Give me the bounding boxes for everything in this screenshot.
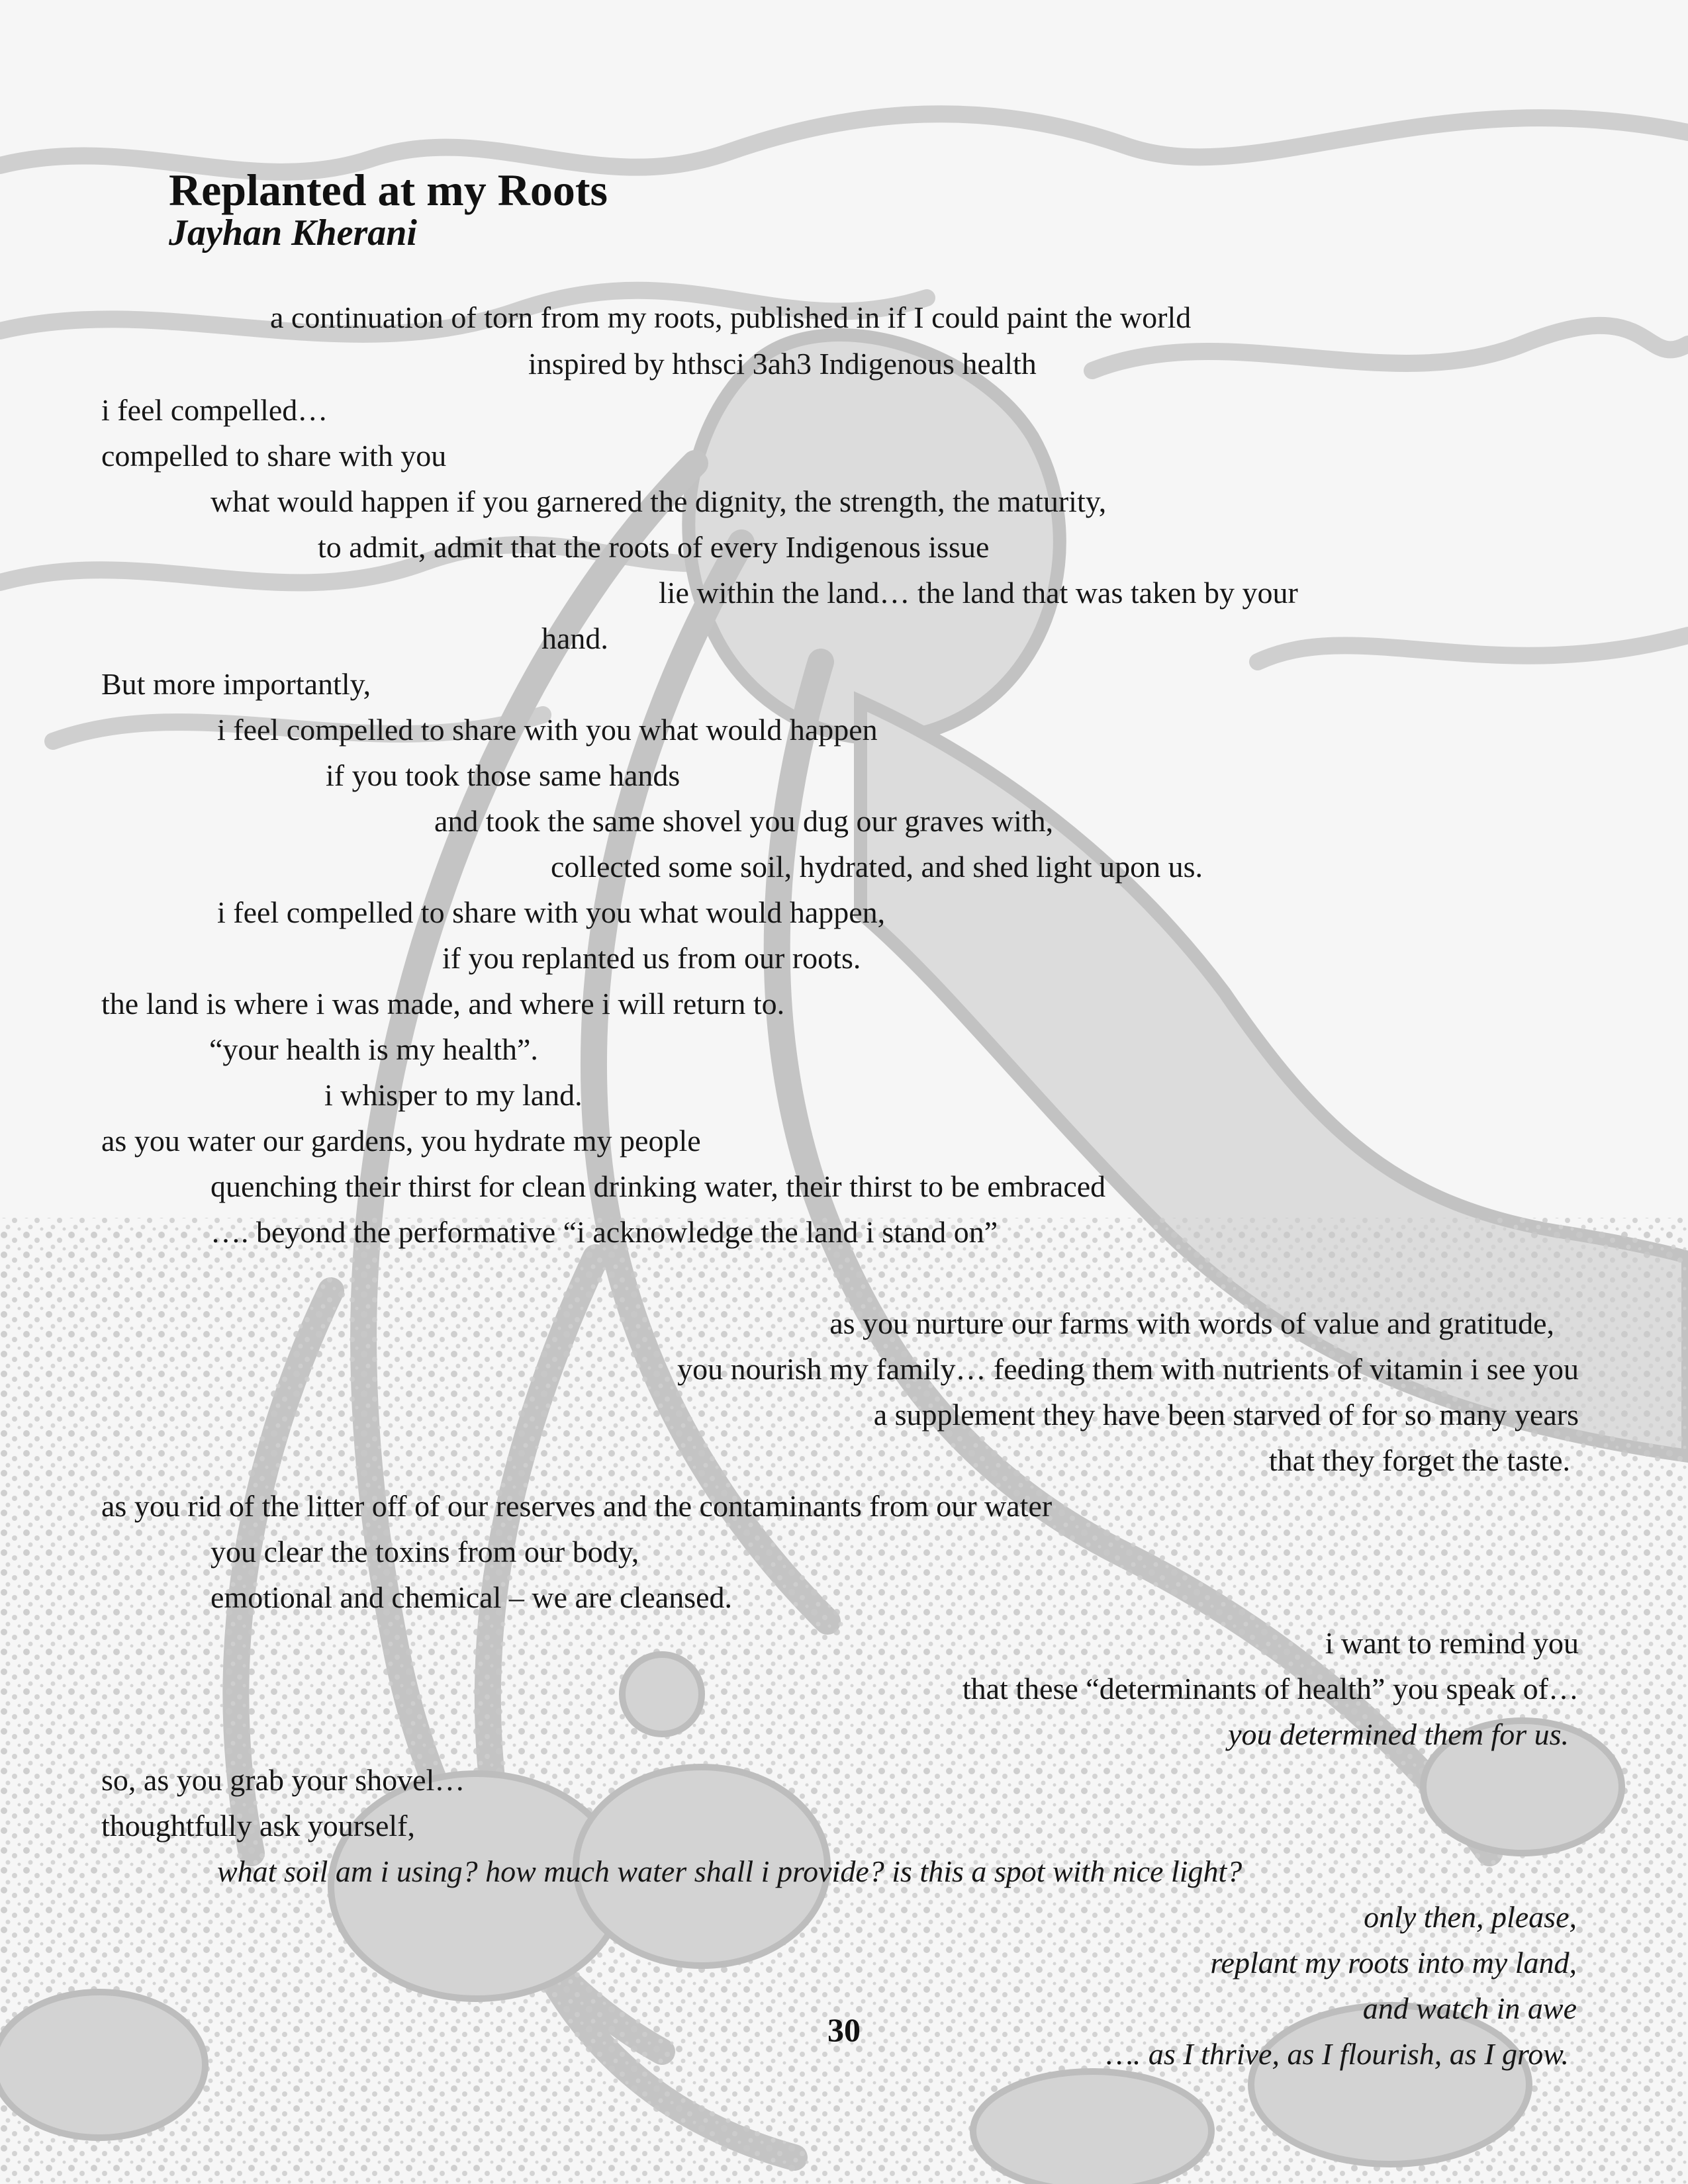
poem-line: a supplement they have been starved of for so many years [873, 1398, 1579, 1432]
poem-line: quenching their thirst for clean drinking water, their thirst to be embraced [211, 1169, 1106, 1203]
poem-line: as you water our gardens, you hydrate my people [101, 1124, 701, 1158]
poem-line: you nourish my family… feeding them with nutrients of vitamin i see you [677, 1352, 1579, 1386]
poem-line: “your health is my health”. [209, 1032, 538, 1066]
poem-line: only then, please, [1364, 1900, 1577, 1934]
poem-line: replant my roots into my land, [1210, 1946, 1577, 1979]
poem-line: so, as you grab your shovel… [101, 1763, 465, 1797]
poem-line: if you took those same hands [326, 758, 680, 792]
poem-line: i feel compelled to share with you what would happen, [217, 895, 886, 929]
poem-line: collected some soil, hydrated, and shed light upon us. [551, 850, 1203, 884]
page-number: 30 [827, 2011, 861, 2048]
poem-line: you determined them for us. [1228, 1717, 1569, 1751]
poem-line: as you nurture our farms with words of value and gratitude, [829, 1306, 1554, 1340]
poem-line: …. as I thrive, as I flourish, as I grow. [1106, 2037, 1569, 2071]
poem-line: as you rid of the litter off of our reserves and the contaminants from our water [101, 1489, 1053, 1523]
poem-line: the land is where i was made, and where i will return to. [101, 987, 785, 1021]
poem-line: hand. [541, 621, 608, 655]
poem-line: a continuation of torn from my roots, published in if I could paint the world [270, 300, 1192, 334]
poem-line: that these “determinants of health” you speak of… [962, 1672, 1579, 1706]
poem-line: thoughtfully ask yourself, [101, 1809, 415, 1843]
poem-line: and watch in awe [1362, 1991, 1577, 2025]
poem-line: you clear the toxins from our body, [211, 1535, 639, 1569]
poem-line: that they forget the taste. [1268, 1443, 1570, 1477]
poem-line: and took the same shovel you dug our graves with, [434, 804, 1054, 838]
poem-line: But more importantly, [101, 667, 371, 701]
poem-line: lie within the land… the land that was taken by your [659, 576, 1298, 610]
poem-line: emotional and chemical – we are cleansed. [211, 1580, 733, 1614]
poem-line: what soil am i using? how much water shall i provide? is this a spot with nice light? [217, 1854, 1243, 1888]
poem-line: i want to remind you [1325, 1626, 1579, 1660]
poem-line: what would happen if you garnered the dignity, the strength, the maturity, [211, 484, 1107, 518]
poem-line: to admit, admit that the roots of every Indigenous issue [318, 530, 990, 564]
poem-line: …. beyond the performative “i acknowledge the land i stand on” [211, 1215, 998, 1249]
poem-line: i feel compelled… [101, 393, 328, 427]
poem-line: i whisper to my land. [324, 1078, 583, 1112]
poem-line: if you replanted us from our roots. [442, 941, 861, 975]
poem-line: i feel compelled to share with you what would happen [217, 713, 878, 747]
poem-line: compelled to share with you [101, 439, 447, 473]
poem-line: inspired by hthsci 3ah3 Indigenous health [528, 347, 1037, 381]
poem-title: Replanted at my Roots [169, 165, 608, 215]
poem-author: Jayhan Kherani [169, 212, 417, 253]
